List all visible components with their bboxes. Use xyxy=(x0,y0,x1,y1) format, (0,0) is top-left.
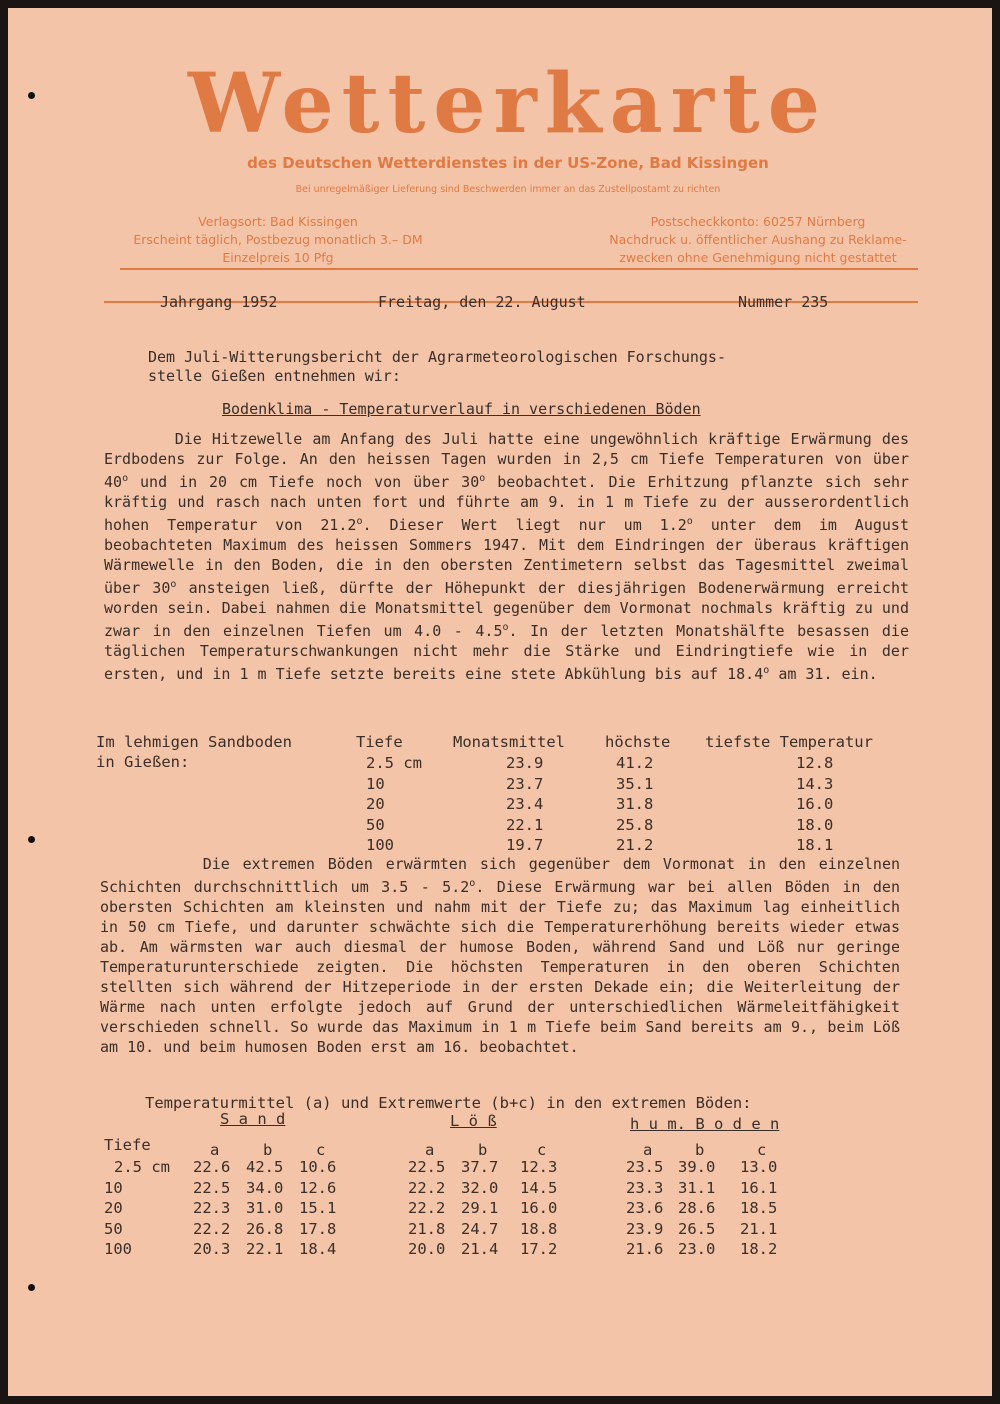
table-cell: 22.6 xyxy=(193,1158,231,1176)
depth-label: 2.5 cm xyxy=(114,1158,170,1176)
table-cell: 16.1 xyxy=(740,1178,778,1197)
table-cell: 23.3 xyxy=(626,1178,664,1197)
depth-label: 50 xyxy=(104,1219,123,1238)
paragraph-2: Die extremen Böden erwärmten sich gegenüber dem Vormonat in den einzelnen Schichten durchschnittlich um 3.5 - 5.2$^o$. Diese Erwärmung war bei allen Böden in den obersten Schichten am kleinsten und nahm mit der Tiefe zu; das Maximum lag einheitlich in 50 cm Tiefe, und darunter schwächte sich die Temperaturerhöhung bereits wieder etwas ab. Am wärmsten war auch diesmal der humose Boden, während Sand und Löß nur geringe Temperaturunterschiede zeigten. Die höchsten Temperaturen in den oberen Schichten stellten sich während der Hitzeperiode in der ersten Dekade ein; die Weiterleitung der Wärme nach unten erfolgte jedoch auf Grund der unterschiedlichen Wärmeleitfähigkeit verschieden schnell. So wurde das Maximum in 1 m Tiefe beim Sand bereits am 9., beim Löß am 10. und beim humosen Boden erst am 16. beobachtet. xyxy=(100,855,901,1056)
column-header: b xyxy=(478,1141,488,1159)
table-cell: 23.4 xyxy=(506,795,544,813)
table-cell: 23.9 xyxy=(506,754,544,772)
punch-hole xyxy=(28,836,35,843)
table-cell: 25.8 xyxy=(616,815,654,834)
table-cell: 18.2 xyxy=(740,1240,778,1258)
table-cell: 10.6 xyxy=(299,1158,337,1176)
table-cell: 34.0 xyxy=(246,1178,284,1197)
table-cell: 22.1 xyxy=(506,815,544,834)
newspaper-page: Wetterkarte des Deutschen Wetterdienstes in der US-Zone, Bad Kissingen Bei unregelmäßiger Lieferung sind Beschwerden immer an das Zustellpostamt zu richten Verlagsort: Bad Kissingen Erscheint täglich, Postbezug monatlich 3.– DM Einzelpreis 10 Pfg Postscheckkonto: 60257 Nürnberg Nachdruck u. öffentlicher Aushang zu Reklame- zwecken ohne Genehmigung nicht gestattet Jahrgang 1952 Freitag, den 22. August Nummer 235 Dem Juli-Witterungsbericht der Agrarmeteorologischen Forschungs- stelle Gießen entnehmen wir: Bodenklima - Temperaturverlauf in verschiedenen Böden Die Hitzewelle am Anfang des Juli hatte eine ungewöhnlich kräftige Erwärmung des Erdbodens zur Folge. An den heissen Tagen wurden in 2,5 cm Tiefe Temperaturen von über 40$^o$ und in 20 cm Tiefe noch von über 30$^o$ beobachtet. Die Erhitzung pflanzte sich sehr kräftig und rasch nach unten fort und führte am 9. in 1 m Tiefe zu der ausserordentlich hohen Temperatur von 21.2$^o$. Dieser Wert liegt nur um 1.2$^o$ unter dem im August beobachteten Maximum des heissen Sommers 1947. Mit dem Eindringen der überaus kräftigen Wärmewelle in den Boden, die in den obersten Zentimetern selbst das Tagesmittel zweimal über 30$^o$ ansteigen ließ, dürfte der Höhepunkt der diesjährigen Bodenerwärmung erreicht worden sein. Dabei nahmen die Monatsmittel gegenüber dem Vormonat nochmals kräftig zu und zwar in den einzelnen Tiefen um 4.0 - 4.5$^o$. In der letzten Monatshälfte besassen die täglichen Temperaturschwankungen nicht mehr die Stärke und Eindringtiefe wie in der ersten, und in 1 m Tiefe setzte bereits eine stete Abkühlung bis auf 18.4$^o$ am 31. ein. Im lehmigen Sandboden in Gießen: Tiefe Monatsmittel höchste tiefste Temperatur 2.5 cm 23.9 41.2 12.8 10 23.7 35.1 14.3 20 23.4 31.8 16.0 50 22.1 25.8 18.0 100 19.7 21.2 18.1 Die extremen Böden erwärmten sich gegenüber dem Vormonat in den einzelnen Schichten durchschnittlich um 3.5 - 5.2$^o$. Diese Erwärmung war bei allen Böden in den obersten Schichten am kleinsten und nahm mit der Tiefe zu; das Maximum lag einheitlich in 50 cm Tiefe, und darunter schwächte sich die Temperaturerhöhung bereits wieder etwas ab. Am wärmsten war auch diesmal der humose Boden, während Sand und Löß nur geringe Temperaturunterschiede zeigten. Die höchsten Temperaturen in den oberen Schichten stellten sich während der Hitzeperiode in der ersten Dekade ein; die Weiterleitung der Wärme nach unten erfolgte jedoch auf Grund der unterschiedlichen Wärmeleitfähigkeit verschieden schnell. So wurde das Maximum in 1 m Tiefe beim Sand bereits am 9., beim Löß am 10. und beim humosen Boden erst am 16. beobachtet. Temperaturmittel (a) und Extremwerte (b+c) in den extremen Böden: S a n d L ö ß h u m. B o d e n Tiefe a b c a b c a b c 2.5 cm 22.6 42.5 10.6 22.5 37.7 12.3 23.5 39.0 13.0 10 22.5 34.0 12.6 22.2 32.0 14.5 23.3 31.1 16.1 20 22.3 31.0 15.1 22.2 29.1 16.0 23.6 28.6 18.5 50 22.2 26.8 17.8 21.8 24.7 18.8 23.9 26.5 21.1 100 20.3 22.1 18.4 20.0 21.4 17.2 21.6 23.0 18.2 xyxy=(8,8,992,1396)
masthead-subtitle: des Deutschen Wetterdienstes in der US-Zone, Bad Kissingen xyxy=(247,154,769,172)
postal-info: Postscheckkonto: 60257 Nürnberg Nachdruck u. öffentlicher Aushang zu Reklame- zwecken ohne Genehmigung nicht gestattet xyxy=(609,214,907,265)
table-cell: 12.3 xyxy=(520,1158,558,1176)
table-cell: 16.0 xyxy=(796,795,834,813)
table-cell: 21.4 xyxy=(461,1240,499,1258)
publisher-info: Verlagsort: Bad Kissingen Erscheint täglich, Postbezug monatlich 3.– DM Einzelpreis 10 Pfg xyxy=(133,214,423,265)
table-cell: 18.1 xyxy=(796,836,834,854)
column-header: c xyxy=(757,1141,767,1159)
table-cell: 21.2 xyxy=(616,836,654,854)
table-cell: 12.8 xyxy=(796,754,834,772)
table-cell: 12.6 xyxy=(299,1178,337,1197)
table-cell: 14.3 xyxy=(796,774,834,793)
table-cell: 17.2 xyxy=(520,1240,558,1258)
table-cell: 50 xyxy=(366,815,385,834)
table-cell: 29.1 xyxy=(461,1199,499,1217)
masthead-title: Wetterkarte xyxy=(188,56,828,152)
table-cell: 20.0 xyxy=(408,1240,446,1258)
table-cell: 19.7 xyxy=(506,836,544,854)
issue-year: Jahrgang 1952 xyxy=(160,293,278,311)
table-cell: 10 xyxy=(366,774,385,793)
table-cell: 20 xyxy=(366,795,385,813)
column-header: c xyxy=(537,1141,547,1159)
masthead-note: Bei unregelmäßiger Lieferung sind Beschwerden immer an das Zustellpostamt zu richten xyxy=(295,184,721,195)
intro-text: Dem Juli-Witterungsbericht der Agrarmeteorologischen Forschungs- stelle Gießen entnehmen wir: xyxy=(148,348,726,385)
article-heading: Bodenklima - Temperaturverlauf in verschiedenen Böden xyxy=(222,400,701,418)
table-cell: 31.8 xyxy=(616,795,654,813)
table-cell: 26.8 xyxy=(246,1219,284,1238)
header-rule xyxy=(120,268,918,270)
table-cell: 22.2 xyxy=(408,1199,446,1217)
table-cell: 22.1 xyxy=(246,1240,284,1258)
table-cell: 14.5 xyxy=(520,1178,558,1197)
table-cell: 18.0 xyxy=(796,815,834,834)
table-cell: 20.3 xyxy=(193,1240,231,1258)
column-header: a xyxy=(210,1141,220,1159)
column-header: b xyxy=(263,1141,273,1159)
depth-label: 20 xyxy=(104,1199,123,1217)
table-cell: 21.6 xyxy=(626,1240,664,1258)
table-cell: 22.5 xyxy=(193,1178,231,1197)
table-cell: 100 xyxy=(366,836,394,854)
table-cell: 35.1 xyxy=(616,774,654,793)
table-cell: 22.5 xyxy=(408,1158,446,1176)
column-header: a xyxy=(643,1141,653,1159)
table-cell: 37.7 xyxy=(461,1158,499,1176)
table-cell: 24.7 xyxy=(461,1219,499,1238)
punch-hole xyxy=(28,1284,35,1291)
table-cell: 31.0 xyxy=(246,1199,284,1217)
table-cell: 42.5 xyxy=(246,1158,284,1176)
column-header: c xyxy=(316,1141,326,1159)
table-cell: 41.2 xyxy=(616,754,654,772)
table-cell: 18.5 xyxy=(740,1199,778,1217)
table-cell: 22.2 xyxy=(193,1219,231,1238)
table-cell: 15.1 xyxy=(299,1199,337,1217)
table-cell: 18.4 xyxy=(299,1240,337,1258)
table-cell: 23.7 xyxy=(506,774,544,793)
table-cell: 32.0 xyxy=(461,1178,499,1197)
table-cell: 26.5 xyxy=(678,1219,716,1238)
issue-number: Nummer 235 xyxy=(738,293,829,311)
paragraph-1: Die Hitzewelle am Anfang des Juli hatte eine ungewöhnlich kräftige Erwärmung des Erdbodens zur Folge. An den heissen Tagen wurden in 2,5 cm Tiefe Temperaturen von über 40$^o$ und in 20 cm Tiefe noch von über 30$^o$ beobachtet. Die Erhitzung pflanzte sich sehr kräftig und rasch nach unten fort und führte am 9. in 1 m Tiefe zu der ausserordentlich hohen Temperatur von 21.2$^o$. Dieser Wert liegt nur um 1.2$^o$ unter dem im August beobachteten Maximum des heissen Sommers 1947. Mit dem Eindringen der überaus kräftigen Wärmewelle in den Boden, die in den obersten Zentimetern selbst das Tagesmittel zweimal über 30$^o$ ansteigen ließ, dürfte der Höhepunkt der diesjährigen Bodenerwärmung erreicht worden sein. Dabei nahmen die Monatsmittel gegenüber dem Vormonat nochmals kräftig zu und zwar in den einzelnen Tiefen um 4.0 - 4.5$^o$. In der letzten Monatshälfte besassen die täglichen Temperaturschwankungen nicht mehr die Stärke und Eindringtiefe wie in der ersten, und in 1 m Tiefe setzte bereits eine stete Abkühlung bis auf 18.4$^o$ am 31. ein. xyxy=(104,430,910,683)
column-header: b xyxy=(695,1141,705,1159)
depth-label: 100 xyxy=(104,1240,132,1258)
table-cell: 18.8 xyxy=(520,1219,558,1238)
table-cell: 23.0 xyxy=(678,1240,716,1258)
table-cell: 28.6 xyxy=(678,1199,716,1217)
issue-date: Freitag, den 22. August xyxy=(378,293,586,311)
table-cell: 17.8 xyxy=(299,1219,337,1238)
table-cell: 23.6 xyxy=(626,1199,664,1217)
table-cell: 21.8 xyxy=(408,1219,446,1238)
table-cell: 2.5 cm xyxy=(366,754,422,772)
table-cell: 13.0 xyxy=(740,1158,778,1176)
column-header: a xyxy=(425,1141,435,1159)
table-cell: 22.3 xyxy=(193,1199,231,1217)
table-cell: 31.1 xyxy=(678,1178,716,1197)
table-cell: 21.1 xyxy=(740,1219,778,1238)
table-cell: 39.0 xyxy=(678,1158,716,1176)
depth-label: 10 xyxy=(104,1178,123,1197)
table-cell: 22.2 xyxy=(408,1178,446,1197)
table-cell: 16.0 xyxy=(520,1199,558,1217)
table-cell: 23.5 xyxy=(626,1158,664,1176)
table-cell: 23.9 xyxy=(626,1219,664,1238)
